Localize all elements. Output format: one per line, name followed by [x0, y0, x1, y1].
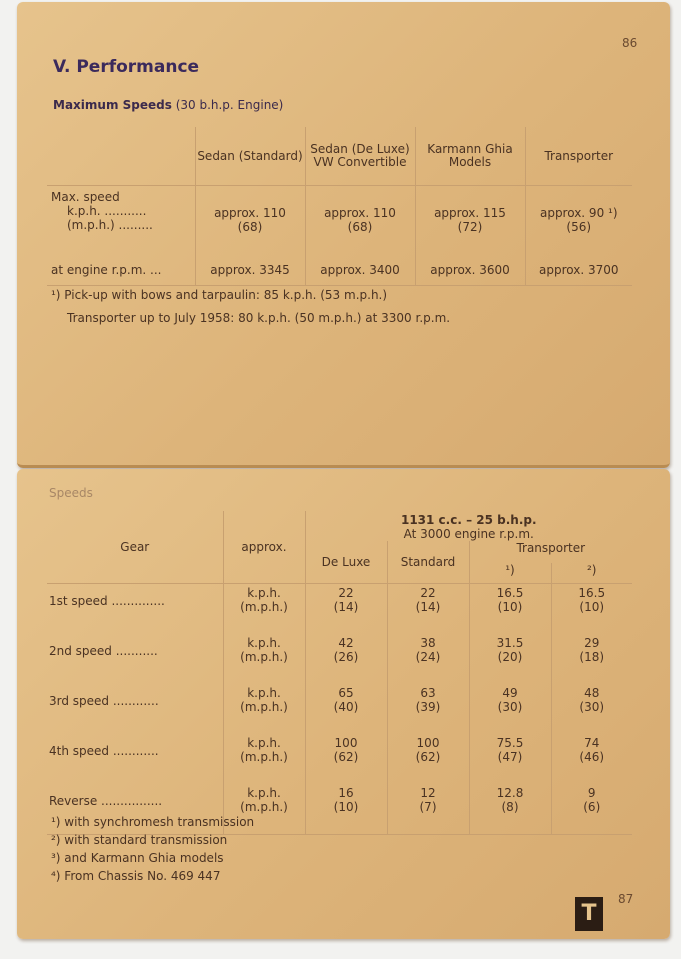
cell: [469, 684, 551, 734]
cell: [551, 784, 632, 835]
section-title: V. Performance: [53, 57, 200, 77]
unit-mph: (m.p.h.): [240, 600, 288, 614]
header-sedan-deluxe: Sedan (De Luxe) VW Convertible: [305, 127, 415, 186]
kph-value: 16.5: [578, 586, 606, 600]
top-page: [17, 2, 670, 468]
row-label-max-speed: [47, 186, 195, 261]
cell: [551, 734, 632, 784]
gear-label: 4th speed ............: [49, 744, 159, 758]
mph-value: (6): [583, 800, 601, 814]
cell: [469, 734, 551, 784]
table-header-row: [47, 127, 632, 186]
row-label-rpm: at engine r.p.m. ...: [47, 260, 195, 286]
mph-value: (40): [333, 700, 359, 714]
unit-mph: (m.p.h.): [240, 650, 288, 664]
cell: [305, 684, 387, 734]
cell: [551, 684, 632, 734]
kph-value: 16: [338, 786, 354, 800]
table-row: [47, 186, 632, 261]
unit-mph: (m.p.h.): [240, 800, 288, 814]
bottom-page: [17, 469, 670, 939]
max-speed-table: [47, 127, 632, 286]
mph-value: (10): [333, 800, 359, 814]
mph-value: (46): [579, 750, 605, 764]
kph-value: 42: [338, 636, 354, 650]
kph-value: 38: [420, 636, 436, 650]
unit-kph: k.p.h.: [247, 636, 281, 650]
footnote: ³) and Karmann Ghia models: [51, 851, 224, 865]
kph-value: 22: [420, 586, 436, 600]
kph-value: 16.5: [496, 586, 524, 600]
gear-label: 3rd speed ............: [49, 694, 159, 708]
cell: [305, 734, 387, 784]
unit-kph: k.p.h.: [247, 786, 281, 800]
kph-value: approx. 90 ¹): [539, 206, 618, 220]
label-line: Max. speed: [51, 190, 120, 204]
gear-speeds-table: [47, 511, 632, 835]
header-gear: Gear: [47, 511, 223, 584]
mph-value: (62): [415, 750, 441, 764]
kph-value: 29: [584, 636, 600, 650]
cell: [387, 784, 469, 835]
unit-kph: k.p.h.: [247, 686, 281, 700]
mph-value: (24): [415, 650, 441, 664]
cell: [195, 186, 305, 261]
mph-value: (7): [419, 800, 437, 814]
footnote-2: Transporter up to July 1958: 80 k.p.h. (50 m.p.h.) at 3300 r.p.m.: [67, 311, 451, 325]
kph-value: 49: [502, 686, 518, 700]
mph-value: (14): [333, 600, 359, 614]
gear-label: 2nd speed ...........: [49, 644, 158, 658]
kph-value: 74: [584, 736, 600, 750]
table-row: [47, 684, 632, 734]
cell: [305, 584, 387, 635]
unit-cell: [223, 734, 305, 784]
header-row-1: [47, 511, 632, 541]
kph-value: approx. 115: [434, 206, 506, 220]
cell: approx. 3345: [195, 260, 305, 286]
cell: [551, 634, 632, 684]
page-number: 86: [622, 36, 638, 50]
footnote-1: ¹) Pick-up with bows and tarpaulin: 85 k.p.h. (53 m.p.h.): [51, 288, 388, 302]
mph-value: (20): [497, 650, 523, 664]
cell: [469, 784, 551, 835]
subtitle-bold: Maximum Speeds: [53, 98, 172, 112]
kph-value: 31.5: [496, 636, 524, 650]
kph-value: 65: [338, 686, 354, 700]
cell: [415, 186, 525, 261]
cell: [387, 634, 469, 684]
header-karmann-ghia: Karmann Ghia Models: [415, 127, 525, 186]
engine-line-2: At 3000 engine r.p.m.: [403, 527, 534, 541]
header-transporter: Transporter: [525, 127, 632, 186]
page-number: 87: [618, 892, 634, 906]
header-sedan-standard: Sedan (Standard): [195, 127, 305, 186]
mph-value: (62): [333, 750, 359, 764]
kph-value: approx. 110: [324, 206, 396, 220]
kph-value: 9: [587, 786, 596, 800]
mph-value: (26): [333, 650, 359, 664]
kph-value: 75.5: [496, 736, 524, 750]
cell: [305, 784, 387, 835]
mph-value: (10): [497, 600, 523, 614]
unit-cell: [223, 584, 305, 635]
mph-value: (30): [579, 700, 605, 714]
cell: [525, 186, 632, 261]
unit-mph: (m.p.h.): [240, 700, 288, 714]
mph-value: (10): [579, 600, 605, 614]
kph-value: 100: [416, 736, 440, 750]
cell: [387, 734, 469, 784]
kph-value: 12.8: [496, 786, 524, 800]
kph-value: 63: [420, 686, 436, 700]
table-row: [47, 260, 632, 286]
header-approx: approx.: [223, 511, 305, 584]
cell: approx. 3700: [525, 260, 632, 286]
header-standard: Standard: [387, 541, 469, 584]
footnotes: [51, 813, 254, 885]
label-line: (m.p.h.) .........: [67, 218, 153, 232]
header-transporter-fn1: ¹): [469, 563, 551, 584]
mph-value: (68): [347, 220, 373, 234]
faint-heading: Speeds: [49, 486, 93, 500]
table-subtitle: [53, 98, 283, 112]
cell: [469, 634, 551, 684]
gear-label: 1st speed ..............: [49, 594, 165, 608]
label-line: k.p.h. ...........: [67, 204, 147, 218]
kph-value: 48: [584, 686, 600, 700]
cell: [387, 584, 469, 635]
footnote: ⁴) From Chassis No. 469 447: [51, 869, 221, 883]
mph-value: (8): [501, 800, 519, 814]
header-empty: [47, 127, 195, 186]
unit-cell: [223, 684, 305, 734]
footnote: ²) with standard transmission: [51, 833, 228, 847]
cell: [305, 186, 415, 261]
unit-kph: k.p.h.: [247, 586, 281, 600]
table-row: [47, 734, 632, 784]
engine-line-1: 1131 c.c. – 25 b.h.p.: [400, 513, 537, 527]
mph-value: (18): [579, 650, 605, 664]
header-engine: [305, 511, 632, 541]
mph-value: (30): [497, 700, 523, 714]
mph-value: (72): [457, 220, 483, 234]
kph-value: 100: [334, 736, 358, 750]
unit-cell: [223, 634, 305, 684]
footnote: ¹) with synchromesh transmission: [51, 815, 255, 829]
mph-value: (14): [415, 600, 441, 614]
table-row: [47, 584, 632, 635]
header-transporter-fn2: ²): [551, 563, 632, 584]
gear-label: Reverse ................: [47, 784, 223, 835]
cell: [469, 584, 551, 635]
table-row: [47, 634, 632, 684]
header-de-luxe: De Luxe: [305, 541, 387, 584]
mph-value: (47): [497, 750, 523, 764]
unit-mph: (m.p.h.): [240, 750, 288, 764]
kph-value: 12: [420, 786, 436, 800]
kph-value: 22: [338, 586, 354, 600]
unit-kph: k.p.h.: [247, 736, 281, 750]
mph-value: (56): [566, 220, 592, 234]
cell: [387, 684, 469, 734]
cell: approx. 3400: [305, 260, 415, 286]
mph-value: (39): [415, 700, 441, 714]
mph-value: (68): [237, 220, 263, 234]
section-tab-marker: T: [575, 897, 603, 931]
kph-value: approx. 110: [214, 206, 286, 220]
cell: [551, 584, 632, 635]
header-transporter: Transporter: [469, 541, 632, 563]
cell: [305, 634, 387, 684]
cell: approx. 3600: [415, 260, 525, 286]
subtitle-rest: (30 b.h.p. Engine): [171, 98, 284, 112]
